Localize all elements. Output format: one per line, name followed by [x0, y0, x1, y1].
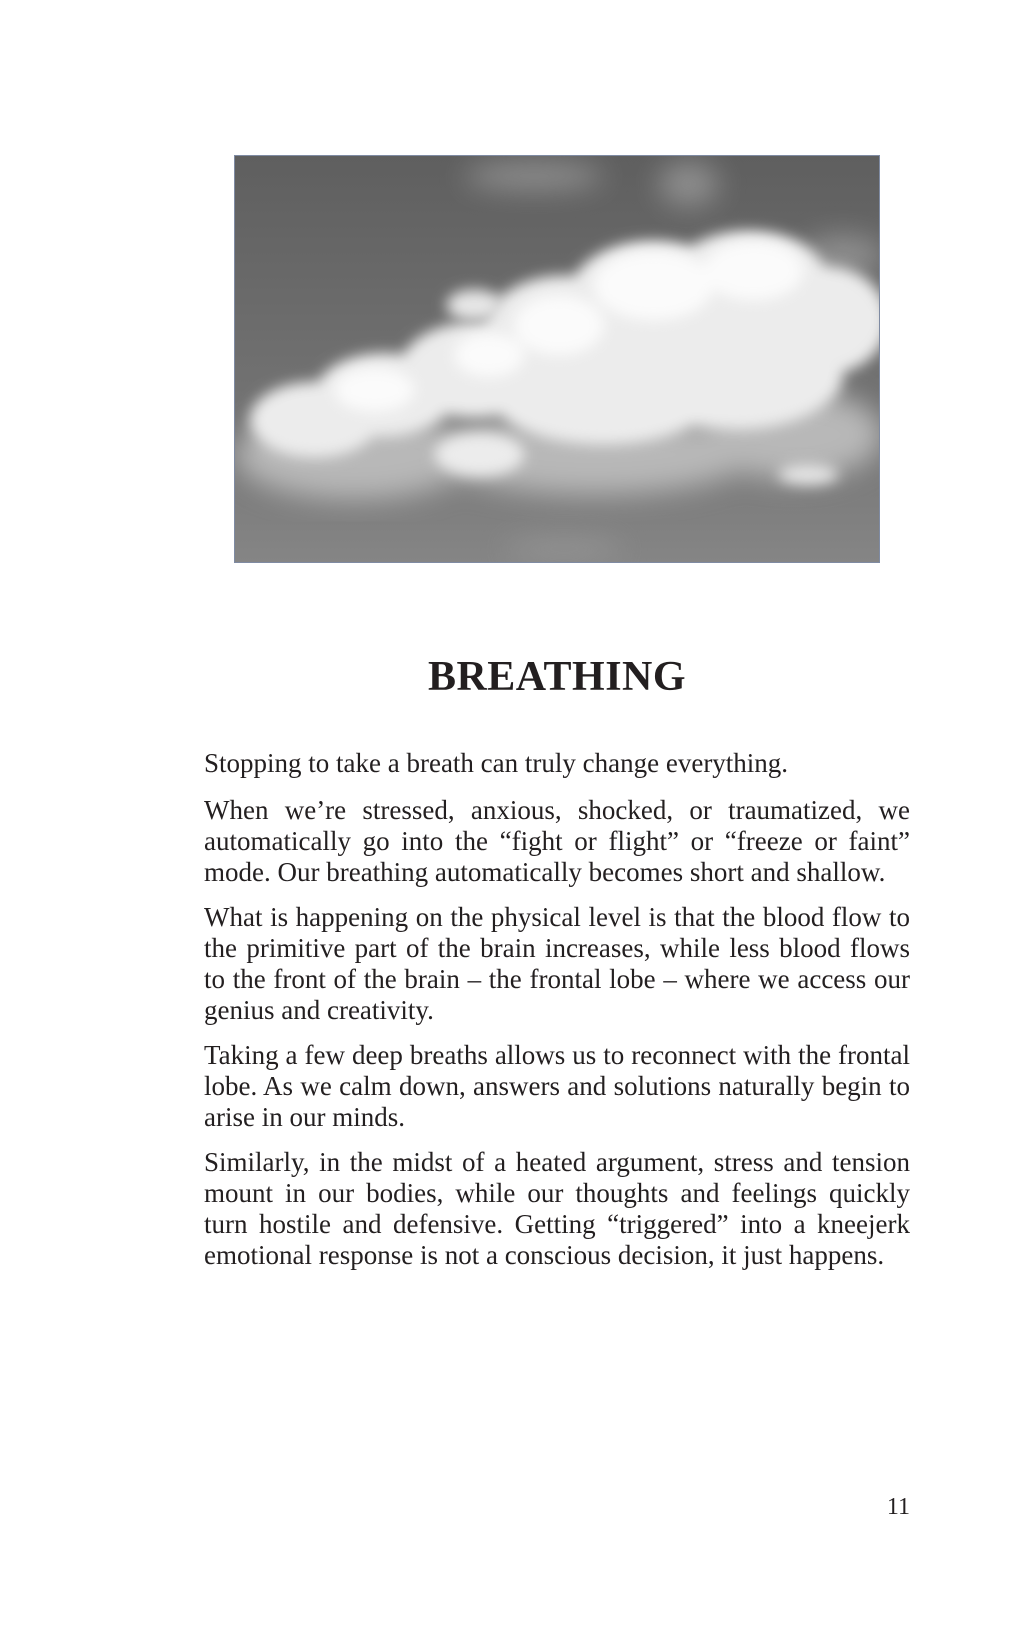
cloud-photo	[234, 155, 880, 563]
paragraph-argument: Similarly, in the midst of a heated argument, stress and tension mount in our bodies, while our thoughts and feelings quickly turn hostile and defensive. Getting “triggered” into a kneejerk emotional response is not a conscious decision, it just happens.	[204, 1147, 910, 1270]
paragraph-physical-level: What is happening on the physical level is that the blood flow to the primitive part of the brain increases, while less blood flows to the front of the brain – the frontal lobe – where we access our genius and creativity.	[204, 902, 910, 1025]
page-number: 11	[886, 1494, 910, 1520]
paragraph-deep-breaths: Taking a few deep breaths allows us to reconnect with the frontal lobe. As we calm down, answers and solutions naturally begin to arise in our minds.	[204, 1040, 910, 1132]
body-text	[204, 748, 910, 1285]
paragraph-intro: Stopping to take a breath can truly change everything.	[204, 748, 789, 778]
page-title: BREATHING	[427, 654, 687, 700]
paragraph-stress: When we’re stressed, anxious, shocked, or traumatized, we automatically go into the “fight or flight” or “freeze or faint” mode. Our breathing automatically becomes short and shallow.	[204, 795, 910, 887]
cloud-sky-icon	[235, 156, 879, 562]
